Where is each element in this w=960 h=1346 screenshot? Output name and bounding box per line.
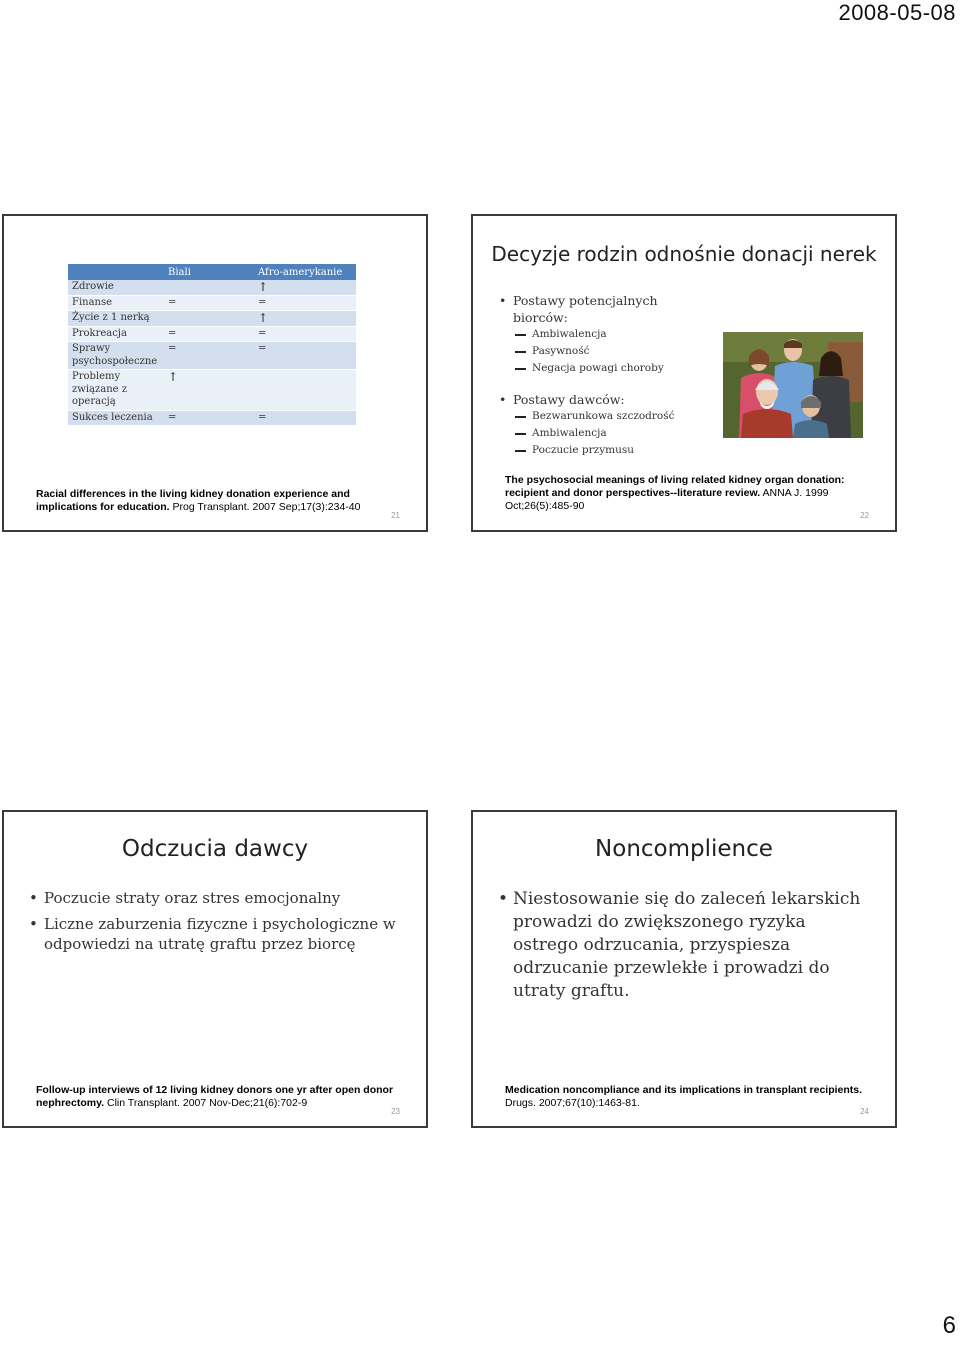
table-cell: = bbox=[254, 410, 356, 426]
table-cell bbox=[164, 311, 254, 327]
table-cell: = bbox=[164, 326, 254, 342]
slide-22 bbox=[471, 214, 897, 532]
table-row bbox=[68, 280, 356, 295]
citation bbox=[36, 1084, 408, 1110]
sub-bullet: Ambiwalencja bbox=[513, 425, 713, 442]
slide-title: Decyzje rodzin odnośnie donacji nerek bbox=[491, 242, 877, 266]
table-cell: Sprawy psychospołeczne bbox=[68, 342, 164, 370]
page-date: 2008-05-08 bbox=[838, 0, 956, 25]
table-header-cell: Afro-amerykanie bbox=[254, 264, 356, 280]
citation-title: Medication noncompliance and its implications in transplant recipients. bbox=[505, 1084, 863, 1096]
slide-number: 24 bbox=[860, 1107, 869, 1116]
sub-bullet: Bezwarunkowa szczodrość bbox=[513, 408, 713, 425]
table-cell: = bbox=[164, 410, 254, 426]
bullet-heading: • Postawy dawców: bbox=[513, 391, 713, 408]
bullet-item: • Poczucie straty oraz stres emocjonalny bbox=[44, 888, 404, 908]
table-cell bbox=[164, 280, 254, 295]
bullet-item: • Liczne zaburzenia fizyczne i psychologiczne w odpowiedzi na utratę graftu przez biorcę bbox=[44, 914, 404, 954]
table-row bbox=[68, 311, 356, 327]
family-photo bbox=[723, 332, 863, 438]
table-cell: = bbox=[254, 342, 356, 370]
table-cell: Finanse bbox=[68, 295, 164, 311]
sub-bullet: Pasywność bbox=[513, 343, 713, 360]
citation-title: The psychosocial meanings of living related kidney organ donation: recipient and donor perspectives--literature review. bbox=[505, 474, 845, 499]
table-header-row bbox=[68, 264, 356, 280]
arrow-up-icon: ↑ bbox=[254, 311, 356, 327]
table-cell: = bbox=[164, 342, 254, 370]
sub-bullet: Ambiwalencja bbox=[513, 326, 713, 343]
citation-source: Clin Transplant. 2007 Nov-Dec;21(6):702-9 bbox=[104, 1097, 308, 1109]
table-header-cell: Biali bbox=[164, 264, 254, 280]
sub-bullet: Negacja powagi choroby bbox=[513, 360, 713, 377]
bullet-heading: • Postawy potencjalnych biorców: bbox=[513, 292, 713, 326]
table-row bbox=[68, 370, 356, 411]
citation-source: Drugs. 2007;67(10):1463-81. bbox=[505, 1097, 640, 1109]
citation-title: Racial differences in the living kidney donation experience and implications for education. bbox=[36, 488, 350, 513]
slide-21 bbox=[2, 214, 428, 532]
table-cell: = bbox=[254, 295, 356, 311]
table-cell: = bbox=[164, 295, 254, 311]
table-cell: Zdrowie bbox=[68, 280, 164, 295]
arrow-up-icon: ↑ bbox=[164, 370, 254, 411]
citation bbox=[505, 1084, 877, 1110]
slide-number: 22 bbox=[860, 511, 869, 520]
slide-23 bbox=[2, 810, 428, 1128]
table-cell: Sukces leczenia bbox=[68, 410, 164, 426]
table-row bbox=[68, 326, 356, 342]
comparison-table bbox=[68, 264, 356, 426]
bullet-item: • Niestosowanie się do zaleceń lekarskich prowadzi do zwiększonego ryzyka ostrego odrzucania, przyspiesza odrzucanie przewlekłe i prowadzi do utraty graftu. bbox=[513, 888, 873, 1003]
slide-title: Odczucia dawcy bbox=[121, 836, 309, 862]
table-cell: = bbox=[254, 326, 356, 342]
citation bbox=[36, 488, 408, 514]
citation-source: Prog Transplant. 2007 Sep;17(3):234-40 bbox=[169, 501, 361, 513]
table-row bbox=[68, 410, 356, 426]
bullet-list bbox=[513, 888, 873, 1003]
table-row bbox=[68, 342, 356, 370]
citation-title: Follow-up interviews of 12 living kidney donors one yr after open donor nephrectomy. bbox=[36, 1084, 394, 1109]
slide-title: Noncomplience bbox=[595, 836, 773, 862]
table-row bbox=[68, 295, 356, 311]
table-cell: Życie z 1 nerką bbox=[68, 311, 164, 327]
arrow-up-icon: ↑ bbox=[254, 280, 356, 295]
sub-bullet: Poczucie przymusu bbox=[513, 442, 713, 459]
bullet-list bbox=[44, 888, 404, 960]
slide-24 bbox=[471, 810, 897, 1128]
slide-number: 21 bbox=[391, 511, 400, 520]
table-header-cell bbox=[68, 264, 164, 280]
table-cell bbox=[254, 370, 356, 411]
citation bbox=[505, 474, 877, 513]
table-cell: Prokreacja bbox=[68, 326, 164, 342]
bullet-list bbox=[513, 292, 713, 459]
page-number: 6 bbox=[942, 1312, 956, 1339]
table-cell: Problemy związane z operacją bbox=[68, 370, 164, 411]
citation-source: ANNA J. 1999 Oct;26(5):485-90 bbox=[505, 487, 829, 512]
slide-number: 23 bbox=[391, 1107, 400, 1116]
